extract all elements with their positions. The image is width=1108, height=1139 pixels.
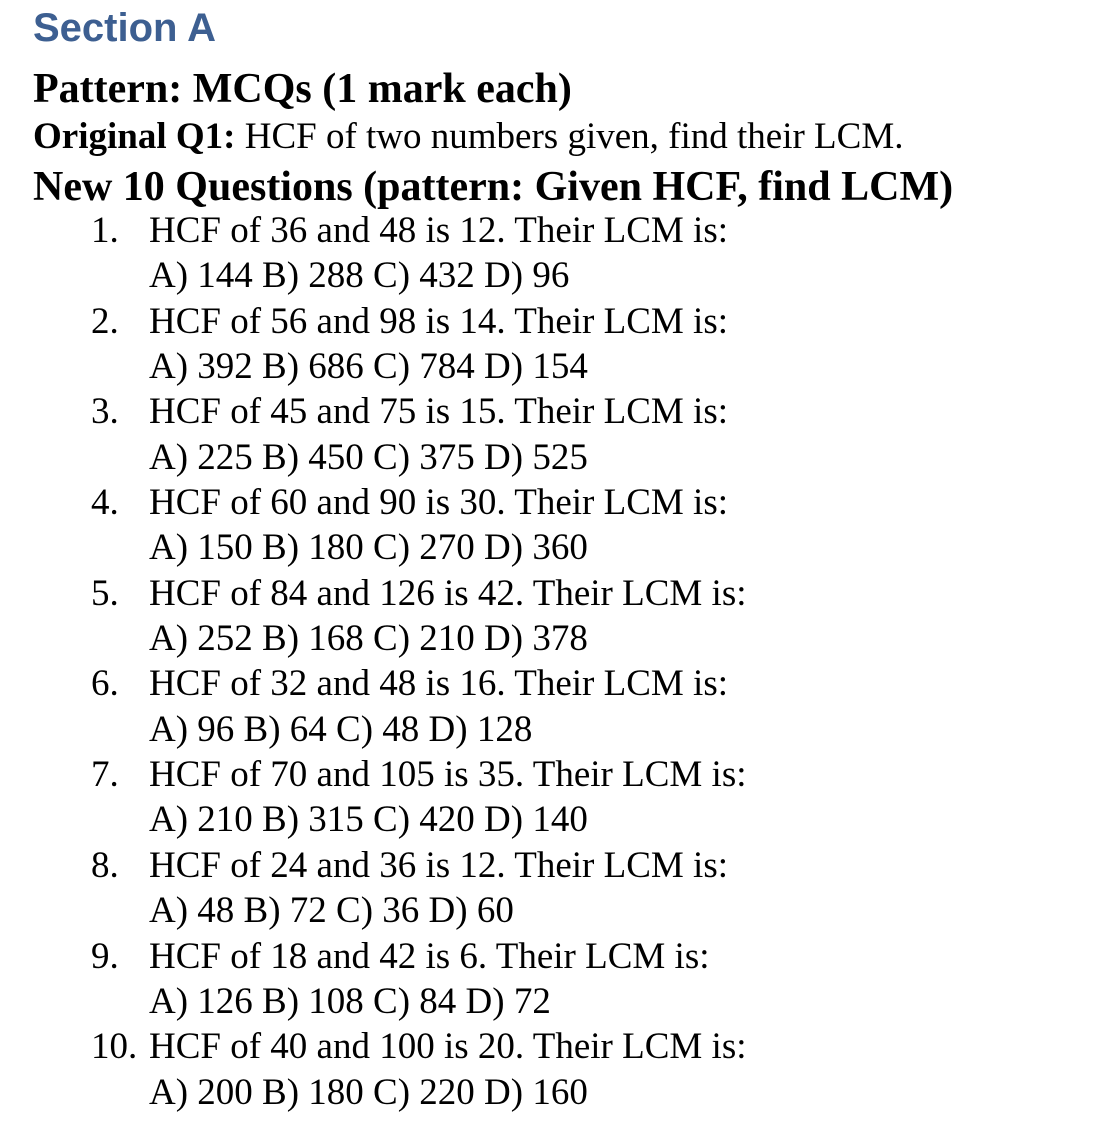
question-text: HCF of 36 and 48 is 12. Their LCM is: [149, 210, 728, 251]
question-text: HCF of 32 and 48 is 16. Their LCM is: [149, 663, 728, 705]
question-options: A) 252 B) 168 C) 210 D) 378 [149, 618, 588, 660]
question-number: 8. [91, 844, 119, 886]
question-text: HCF of 40 and 100 is 20. Their LCM is: [149, 1026, 747, 1068]
new-questions-heading: New 10 Questions (pattern: Given HCF, find LCM) [33, 164, 954, 210]
question-number: 3. [91, 391, 119, 433]
question-text: HCF of 60 and 90 is 30. Their LCM is: [149, 482, 728, 524]
question-text: HCF of 24 and 36 is 12. Their LCM is: [149, 844, 728, 886]
question-options: A) 48 B) 72 C) 36 D) 60 [149, 890, 514, 932]
question-options: A) 210 B) 315 C) 420 D) 140 [149, 799, 588, 841]
question-options: A) 225 B) 450 C) 375 D) 525 [149, 436, 588, 478]
question-options: A) 144 B) 288 C) 432 D) 96 [149, 255, 570, 297]
question-number: 5. [91, 572, 119, 614]
question-options: A) 126 B) 108 C) 84 D) 72 [149, 980, 551, 1022]
question-options: A) 96 B) 64 C) 48 D) 128 [149, 708, 533, 750]
original-question-text: HCF of two numbers given, find their LCM. [235, 116, 904, 157]
pattern-heading: Pattern: MCQs (1 mark each) [33, 66, 572, 112]
question-number: 1. [91, 210, 119, 251]
original-question-line [33, 115, 904, 159]
question-text: HCF of 56 and 98 is 14. Their LCM is: [149, 300, 728, 342]
section-title: Section A [33, 6, 216, 50]
question-options: A) 200 B) 180 C) 220 D) 160 [149, 1071, 588, 1113]
question-options: A) 392 B) 686 C) 784 D) 154 [149, 346, 588, 388]
question-text: HCF of 70 and 105 is 35. Their LCM is: [149, 754, 747, 796]
original-question-label: Original Q1: [33, 116, 236, 157]
question-number: 2. [91, 300, 119, 342]
question-number: 9. [91, 935, 119, 977]
question-number: 4. [91, 482, 119, 524]
question-text: HCF of 45 and 75 is 15. Their LCM is: [149, 391, 728, 433]
question-text: HCF of 18 and 42 is 6. Their LCM is: [149, 935, 710, 977]
question-number: 6. [91, 663, 119, 705]
question-text: HCF of 84 and 126 is 42. Their LCM is: [149, 572, 747, 614]
question-options: A) 150 B) 180 C) 270 D) 360 [149, 527, 588, 569]
question-number: 10. [91, 1026, 138, 1068]
question-number: 7. [91, 754, 119, 796]
